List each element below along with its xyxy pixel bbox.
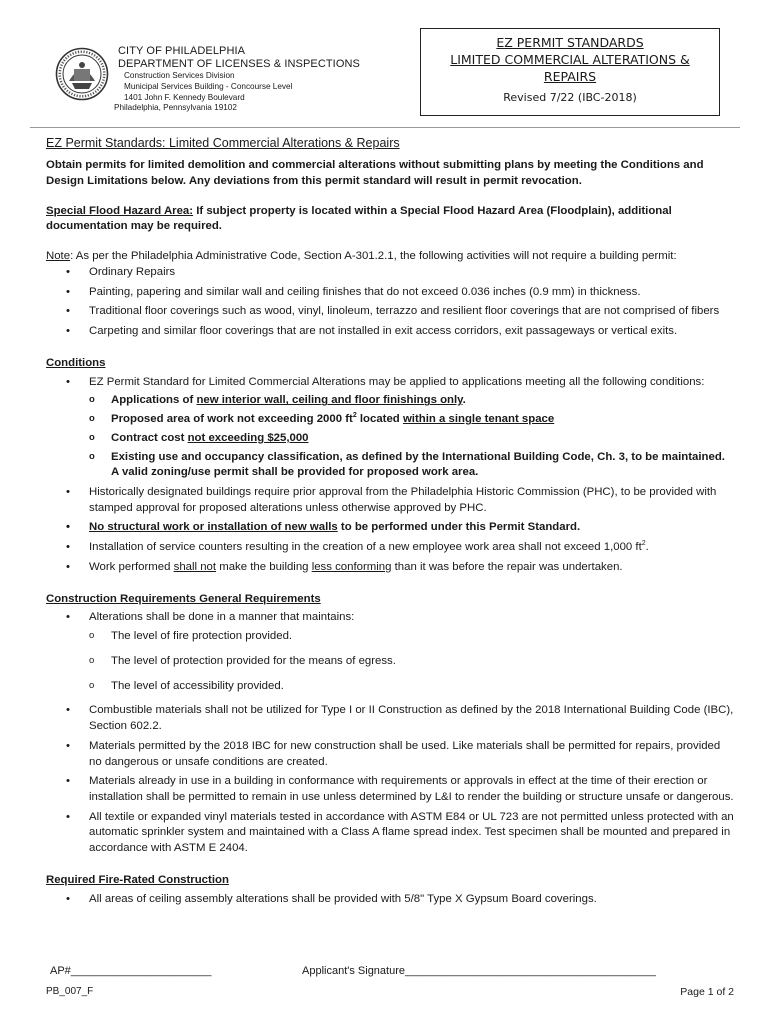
list-item [46,540,734,556]
conditions-list [46,375,734,576]
list-item: • Ordinary Repairs [46,265,734,281]
list-item: • Traditional floor coverings such as wood, vinyl, linoleum, terrazzo and resilient floor coverings that are not comprised of fibers [46,304,734,320]
list-item: o The level of protection provided for the means of egress. [89,654,734,670]
list-item: o The level of fire protection provided. [89,629,734,645]
list-item [89,393,734,409]
sub3-underlined: not exceeding $25,000 [187,431,309,444]
list-item [46,610,734,694]
work-post: than it was before the repair was undertaken. [391,560,623,573]
conditions-intro: EZ Permit Standard for Limited Commercial Alterations may be applied to applications meeting all the following conditions: [89,375,705,388]
document-title-box [420,28,720,116]
intro-paragraph: Obtain permits for limited demolition and commercial alterations without submitting plans by meeting the Conditions and Design Limitations below. Any deviations from this permit standard will result in permit revocation. [46,159,704,187]
page-heading: EZ Permit Standards: Limited Commercial Alterations & Repairs [46,136,400,150]
agency-street: 1401 John F. Kennedy Boulevard [124,92,245,102]
flood-text: If subject property is located within a Special Flood Hazard Area (Floodplain), additional documentation may be required. [46,204,672,233]
ap-number-field: AP#_______________________ [50,965,212,977]
conditions-title: Conditions [46,356,106,369]
conditions-sublist [89,393,734,481]
title-line-1: EZ PERMIT STANDARDS [496,35,644,50]
list-item [89,412,734,428]
list-item [89,431,734,447]
counter-sup: 2 [641,540,646,548]
agency-division: Construction Services Division [124,71,235,81]
work-underlined-2: less conforming [311,560,392,573]
list-item: • All areas of ceiling assembly alterations shall be provided with 5/8" Type X Gypsum Board coverings. [46,892,734,908]
list-item: • Painting, papering and similar wall and ceiling finishes that do not exceed 0.036 inches (0.9 mm) in thickness. [46,285,734,301]
list-item: • Materials already in use in a building in conformance with requirements or approvals in effect at the time of their erection or installation shall be permitted to remain in use unless determined by L&I to render the building or structure unsafe or dangerous. [46,774,734,805]
revision-label: Revised 7/22 (IBC-2018) [503,90,637,104]
list-item [46,520,734,536]
work-pre: Work performed [89,560,174,573]
title-line-2: LIMITED COMMERCIAL ALTERATIONS & [450,51,690,67]
city-seal-icon [55,47,109,101]
title-line-3: REPAIRS [543,68,597,84]
agency-building: Municipal Services Building - Concourse Level [124,82,293,92]
note-text: : As per the Philadelphia Administrative Code, Section A-301.2.1, the following activities will not require a building permit: [70,250,677,263]
construction-title: Construction Requirements General Requirements [46,592,321,605]
page-number: Page 1 of 2 [680,986,734,998]
list-item: • Combustible materials shall not be utilized for Type I or II Construction as defined by the 2018 International Building Code (IBC), Section 602.2. [46,703,734,734]
work-mid: make the building [216,560,312,573]
list-item: o Existing use and occupancy classification, as defined by the International Building Code, Ch. 3, to be maintained. A valid zoning/use permit shall be provided for proposed work area. [89,450,734,481]
flood-paragraph [46,204,734,235]
construction-list [46,610,734,857]
applicant-signature-field: Applicant's Signature_________________________________________ [302,965,656,977]
counter-post: . [645,541,649,554]
sub2-sup: 2 [352,412,357,420]
fire-title: Required Fire-Rated Construction [46,873,229,886]
struct-underlined: No structural work or installation of new walls [89,521,338,534]
maintain-sublist [89,629,734,694]
note-paragraph [46,249,734,265]
agency-city-state: Philadelphia, Pennsylvania 19102 [114,103,237,113]
agency-info [114,45,388,114]
note-label: Note [46,250,71,263]
sub1-post: . [462,394,466,407]
sub2-mid: located [356,413,403,426]
form-id: PB_007_F [46,986,94,997]
list-item: • Carpeting and similar floor coverings that are not installed in exit access corridors, exit passageways or vertical exits. [46,324,734,340]
maintain-intro: Alterations shall be done in a manner that maintains: [89,611,355,624]
document-body [46,135,734,911]
note-list [46,265,734,340]
fire-list [46,892,734,908]
flood-label: Special Flood Hazard Area: [46,204,194,217]
list-item [46,560,734,576]
work-underlined-1: shall not [173,560,217,573]
list-item: • Materials permitted by the 2018 IBC for new construction shall be used. Like materials shall be permitted for repairs, provided no dangerous or unsafe conditions are created. [46,739,734,770]
sub1-pre: Applications of [111,394,197,407]
sub2-pre: Proposed area of work not exceeding 2000 ft [111,413,353,426]
list-item: o The level of accessibility provided. [89,679,734,695]
list-item: • All textile or expanded vinyl materials tested in accordance with ASTM E84 or UL 723 are not permitted unless protected with an automatic sprinkler system and maintained with a Class A flame spread index. Test specimen shall be mounted and prepared in accordance with ASTM E 2404. [46,810,734,857]
agency-city: CITY OF PHILADELPHIA [118,45,246,57]
counter-pre: Installation of service counters resulting in the creation of a new employee work area shall not exceed 1,000 ft [89,541,642,554]
agency-department: DEPARTMENT OF LICENSES & INSPECTIONS [118,58,360,71]
sub1-underlined: new interior wall, ceiling and floor finishings only [196,394,463,407]
struct-post: to be performed under this Permit Standard. [337,521,581,534]
header-divider [30,127,740,128]
list-item: • Historically designated buildings require prior approval from the Philadelphia Historic Commission (PHC), to be provided with stamped approval for proposed alterations unless otherwise approved by PHC. [46,485,734,516]
sub2-underlined: within a single tenant space [402,413,555,426]
sub3-pre: Contract cost [111,431,188,444]
list-item [46,375,734,481]
